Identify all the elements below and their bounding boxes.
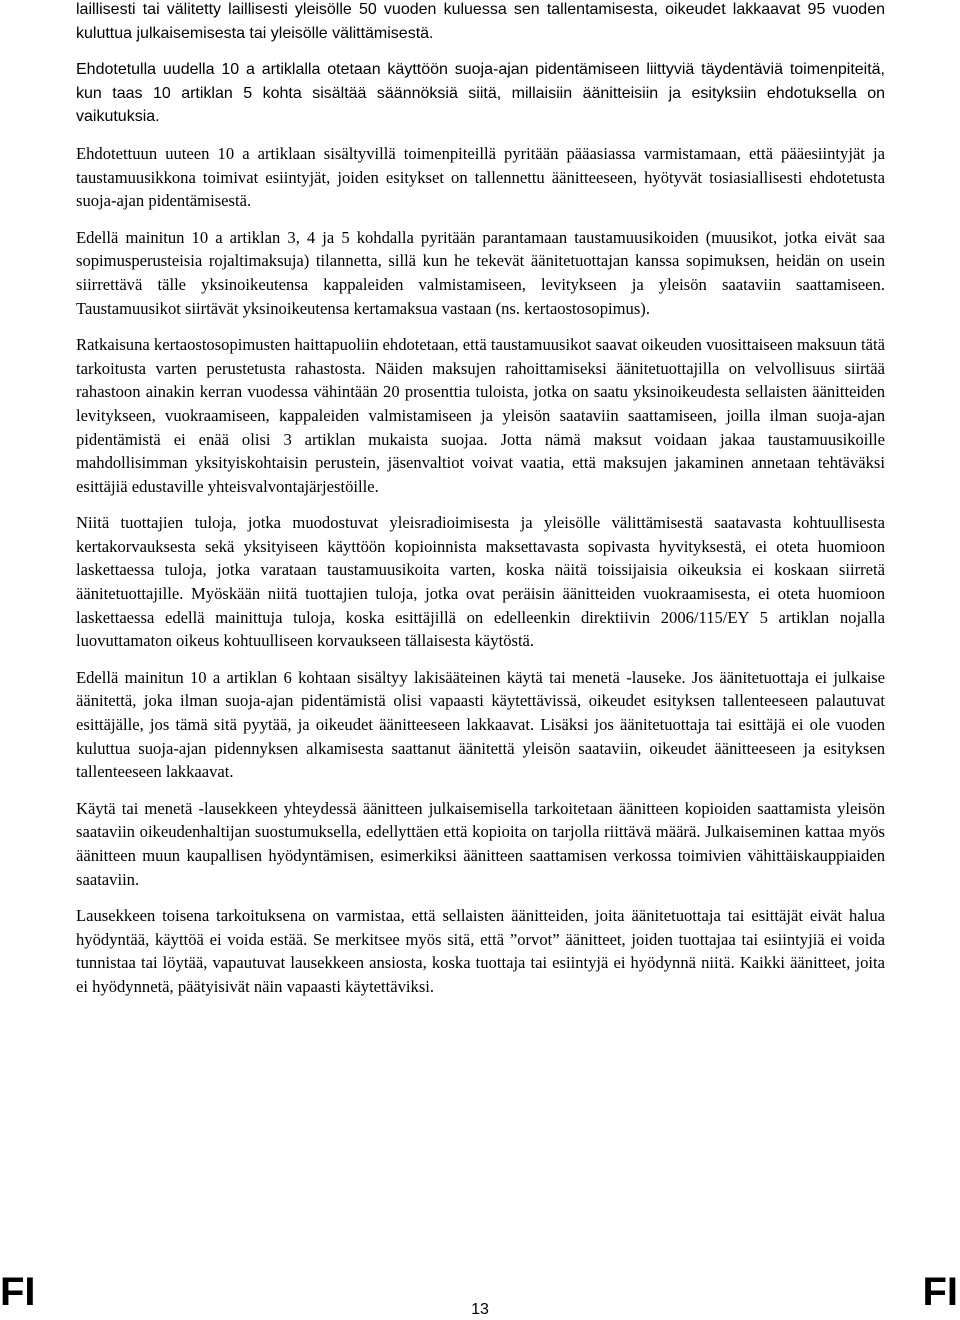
paragraph-orphan-recordings: Lausekkeen toisena tarkoituksena on varmistaa, että sellaisten äänitteiden, joita äänitetuottaja tai esittäjät eivät halua hyödyntää, käyttöä ei voida estää. Se merkitsee myös sitä, että ”orvot” äänitteet, joiden tuottajaa tai esiintyjiä ei voida tunnistaa tai löytää, vapautuvat lausekkeen ansiosta, koska tuottaja tai esiintyjä ei hyödynnä niitä. Kaikki äänitteet, joita ei hyödynnetä, päätyisivät näin vapaasti käytettäviksi.	[76, 906, 885, 996]
page-number: 13	[471, 1301, 489, 1318]
paragraph-article-10a-intro: Ehdotetulla uudella 10 a artiklalla otetaan käyttöön suoja-ajan pidentämiseen liittyviä täydentäviä toimenpiteitä, kun taas 10 artiklan 5 kohta sisältää säännöksiä siitä, millaisiin äänitteisiin ja esityksiin ehdotuksella on vaikutuksia.	[76, 61, 885, 126]
paragraph-continuation: laillisesti tai välitetty laillisesti yleisölle 50 vuoden kuluessa sen tallentamisesta, oikeudet lakkaavat 95 vuoden kuluttua julkaisemisesta tai yleisölle välittämisestä.	[76, 1, 885, 42]
paragraph-measures-purpose: Ehdotettuun uuteen 10 a artiklaan sisältyvillä toimenpiteillä pyritään pääasiassa varmistamaan, että pääesiintyjät ja taustamuusikkona toimivat esiintyjät, joiden esitykset on tallennettu äänitteeseen, hyötyvät tosiasiallisesti ehdotetusta suoja-ajan pidentämisestä.	[76, 143, 885, 211]
footer-language-label-left: FI	[0, 1270, 36, 1314]
paragraph-session-musicians: Edellä mainitun 10 a artiklan 3, 4 ja 5 kohdalla pyritään parantamaan taustamuusikoiden (muusikot, jotka eivät saa sopimusperusteisia rojaltimaksuja) tilannetta, sillä kun he tekevät äänitetuottajan kanssa sopimuksen, heidän on usein siirrettävä tälle yksinoikeutensa kappaleiden valmistamiseen, levitykseen ja yleisön saataviin saattamiseen. Taustamuusikot siirtävät yksinoikeutensa kertamaksua vastaan (ns. kertaostosopimus).	[76, 227, 885, 318]
footer-language-label-right: FI	[922, 1270, 958, 1314]
paragraph-publication-definition: Käytä tai menetä -lausekkeen yhteydessä äänitteen julkaisemisella tarkoitetaan äänitteen kopioiden saattamista yleisön saataviin oikeudenhaltijan suostumuksella, edellyttäen että kopioita on tarjolla riittävä määrä. Julkaiseminen kattaa myös äänitteen muun kaupallisen hyödyntämisen, esimerkiksi äänitteen saattamisen verkossa toimivien vähittäiskauppiaiden saataviin.	[76, 798, 885, 889]
paragraph-annual-payment-fund: Ratkaisuna kertaostosopimusten haittapuoliin ehdotetaan, että taustamuusikot saavat oikeuden vuosittaiseen maksuun tätä tarkoitusta varten perustetusta rahastosta. Näiden maksujen rahoittamiseksi äänitetuottajilla on velvollisuus siirtää rahastoon ainakin kerran vuodessa vähintään 20 prosenttia tuloista, jotka on saatu yksinoikeudesta sellaisten äänitteiden levitykseen, vuokraamiseen, kappaleiden valmistamiseen ja yleisön saataviin saattamiseen, joilla ilman suoja-ajan pidentämistä ei enää olisi 3 artiklan mukaista suojaa. Jotta nämä maksut voidaan jakaa taustamuusikoille mahdollisimman yksityiskohtaisin perustein, jäsenvaltiot voivat vaatia, että maksujen jakaminen annetaan tehtäväksi esittäjiä edustaville yhteisvalvontajärjestöille.	[76, 335, 885, 496]
paragraph-excluded-revenues: Niitä tuottajien tuloja, jotka muodostuvat yleisradioimisesta ja yleisölle välittämisestä saatavasta kohtuullisesta kertakorvauksesta sekä yksityiseen käyttöön kopioinnista maksettavasta sopivasta hyvityksestä, ei oteta huomioon laskettaessa tuloja, jotka varataan taustamuusikoita varten, koska näitä toissijaisia oikeuksia ei koskaan siirretä äänitetuottajille. Myöskään niitä tuottajien tuloja, jotka ovat peräisin äänitteiden vuokraamisesta, ei oteta huomioon laskettaessa edellä mainittuja tuloja, koska esittäjillä on edelleenkin direktiivin 2006/115/EY 5 artiklan nojalla luovuttamaton oikeus kohtuulliseen korvaukseen tällaisesta käytöstä.	[76, 513, 885, 651]
document-body	[76, 0, 885, 1012]
paragraph-use-it-or-lose-it: Edellä mainitun 10 a artiklan 6 kohtaan sisältyy lakisääteinen käytä tai menetä -lauseke. Jos äänitetuottaja ei julkaise äänitettä, joka ilman suoja-ajan pidentämistä olisi vapaasti käytettävissä, oikeudet esityksen tallenteeseen palautuvat esittäjälle, jos tämä sitä pyytää, ja oikeudet äänitteeseen lakkaavat. Lisäksi jos äänitetuottaja tai esittäjä ei ole vuoden kuluttua suoja-ajan pidennyksen alkamisesta saattanut äänitettä yleisön saataviin, oikeudet äänitteeseen ja esityksen tallenteeseen lakkaavat.	[76, 667, 885, 782]
